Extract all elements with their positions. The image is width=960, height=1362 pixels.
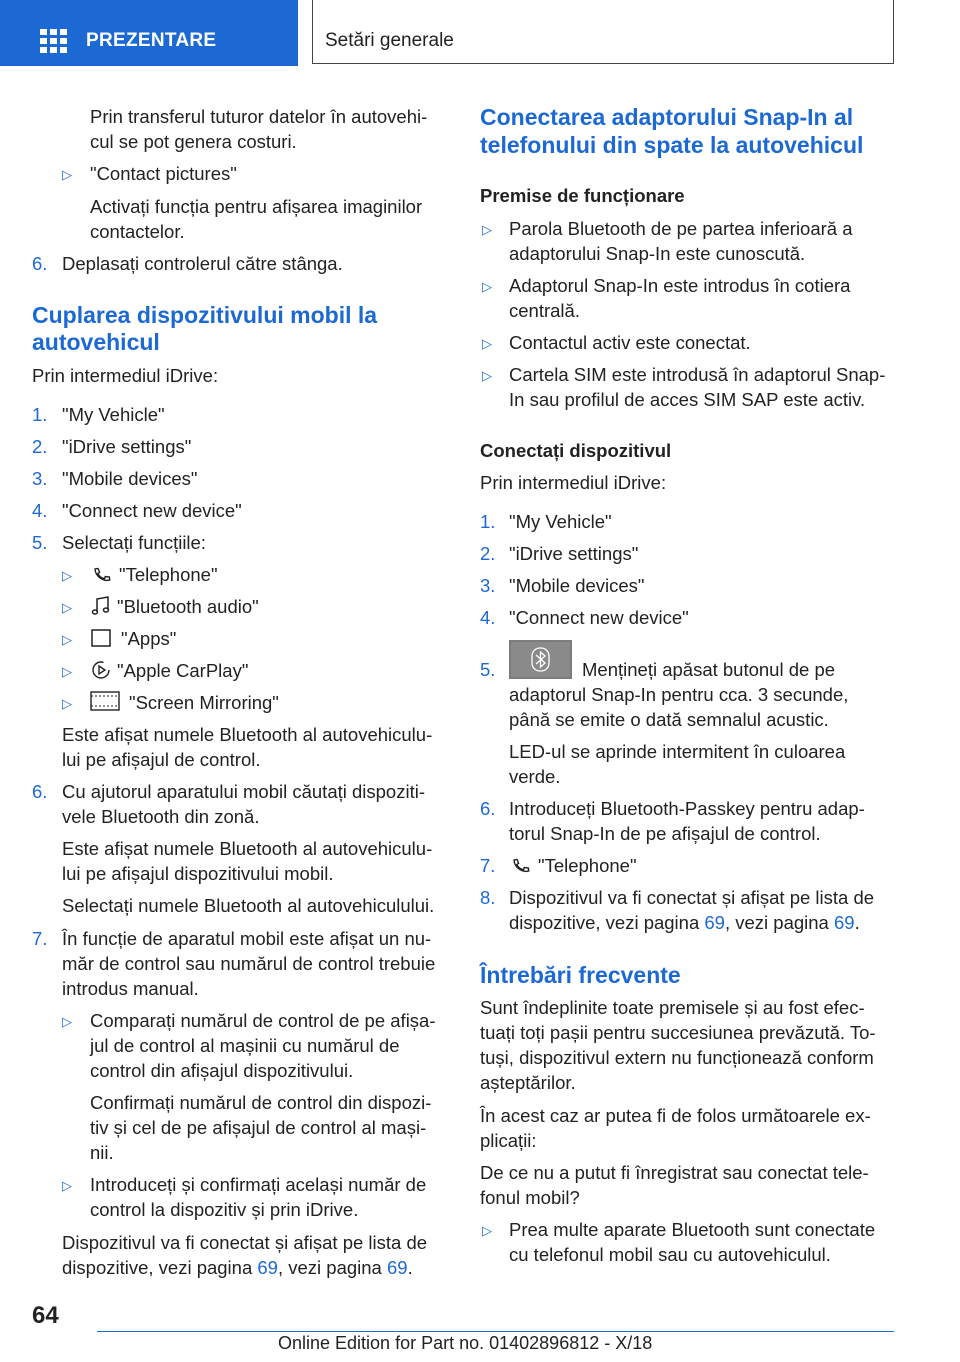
text-line: Cartela SIM este introdusă în adaptorul Snap- (509, 364, 886, 385)
section-heading: telefonului din spate la autovehicul (480, 132, 864, 158)
chapter-tab-label: PREZENTARE (86, 30, 217, 51)
text-line: plicații: (480, 1130, 537, 1151)
text-line: așteptărilor. (480, 1072, 576, 1093)
edition-text: Online Edition for Part no. 01402896812 - X/18 (278, 1333, 653, 1353)
bullet-triangle-icon: ▷ (482, 368, 492, 383)
step-number: 1. (32, 404, 48, 425)
step-text: Mențineți apăsat butonul de pe (582, 659, 836, 680)
step-text: vele Bluetooth din zonă. (62, 806, 260, 827)
section-heading: autovehicul (32, 329, 160, 355)
bullet-triangle-icon: ▷ (62, 167, 72, 182)
step-text: Cu ajutorul aparatului mobil căutați dispoziti- (62, 781, 425, 802)
function-bluetooth-audio: "Bluetooth audio" (117, 596, 259, 617)
page-link[interactable]: 69 (704, 912, 725, 933)
text-span: , vezi pagina (277, 1257, 387, 1278)
step-text: introdus manual. (62, 978, 199, 999)
function-apps: "Apps" (121, 628, 177, 649)
step-text: Introduceți Bluetooth-Passkey pentru adap- (509, 798, 865, 819)
step-text: "Mobile devices" (62, 468, 198, 489)
bullet-triangle-icon: ▷ (62, 1178, 72, 1193)
bullet-triangle-icon: ▷ (62, 600, 72, 615)
menu-item-contact-pictures: "Contact pictures" (90, 163, 237, 184)
step-text: Selectați funcțiile: (62, 532, 206, 553)
text-line: Introduceți și confirmați același număr de (90, 1174, 427, 1195)
step-number: 7. (32, 928, 48, 949)
section-tab[interactable] (312, 0, 894, 64)
step-number: 6. (480, 798, 496, 819)
step-text: "iDrive settings" (62, 436, 192, 457)
step-number: 1. (480, 511, 496, 532)
step-number: 4. (32, 500, 48, 521)
text-line: lui pe afișajul de control. (62, 749, 261, 770)
step-text: măr de control sau numărul de control trebuie (62, 953, 436, 974)
carplay-icon (90, 659, 112, 681)
text-line: Prin intermediul iDrive: (32, 365, 219, 386)
page-link[interactable]: 69 (386, 1257, 408, 1278)
text-span: . (854, 912, 860, 933)
text-line: Sunt îndeplinite toate premisele și au fost efec- (480, 997, 865, 1018)
step-number: 8. (480, 887, 496, 908)
text-span: dispozitive, vezi pagina (509, 912, 705, 933)
text-line: Prin intermediul iDrive: (480, 472, 667, 493)
function-telephone: "Telephone" (119, 564, 218, 585)
section-tab-label: Setări generale (325, 30, 454, 51)
step-number: 2. (480, 543, 496, 564)
text-line: Prin transferul tuturor datelor în autovehi- (90, 106, 428, 127)
text-line: Este afișat numele Bluetooth al autovehiculu- (62, 724, 433, 745)
phone-icon (511, 856, 531, 876)
step-text: "iDrive settings" (509, 543, 639, 564)
text-line: Activați funcția pentru afișarea imaginilor (90, 196, 423, 217)
text-line: jul de control al mașinii cu numărul de (90, 1035, 400, 1056)
text-line: tuați toți pașii pentru succesiunea prevăzută. To- (480, 1022, 876, 1043)
page-link[interactable]: 69 (257, 1257, 278, 1278)
step-text: adaptorul Snap-In pentru cca. 3 secunde, (509, 684, 849, 705)
text-line: tiv și cel de pe afișajul de control al mași- (90, 1117, 427, 1138)
step-number: 3. (32, 468, 48, 489)
step-text (509, 910, 860, 935)
text-line: verde. (509, 766, 561, 787)
text-line: adaptorului Snap-In este cunoscută. (509, 243, 806, 264)
text-line: tuși, dispozitivul extern nu funcționează conform (480, 1047, 874, 1068)
step-text: "Connect new device" (509, 607, 689, 628)
step-text: În funcție de aparatul mobil este afișat un nu- (62, 928, 432, 949)
step-number: 3. (480, 575, 496, 596)
text-line: Selectați numele Bluetooth al autovehiculului. (62, 895, 435, 916)
step-number: 6. (32, 781, 48, 802)
step-number: 5. (480, 659, 496, 680)
text-line: În acest caz ar putea fi de folos următoarele ex- (480, 1105, 871, 1126)
section-heading: Întrebări frecvente (480, 962, 681, 988)
step-number: 5. (32, 532, 48, 553)
text-line: Dispozitivul va fi conectat și afișat pe lista de (62, 1232, 428, 1253)
text-line: fonul mobil? (480, 1187, 580, 1208)
bullet-triangle-icon: ▷ (62, 1014, 72, 1029)
bullet-triangle-icon: ▷ (62, 664, 72, 679)
text-span: , vezi pagina (724, 912, 834, 933)
text-line: control din afișajul dispozitivului. (90, 1060, 354, 1081)
text-line: LED-ul se aprinde intermitent în culoarea (509, 741, 846, 762)
text-line: Este afișat numele Bluetooth al autovehiculu- (62, 838, 433, 859)
page-number: 64 (32, 1302, 59, 1329)
text-line: lui pe afișajul dispozitivului mobil. (62, 863, 334, 884)
text-line: nii. (90, 1142, 114, 1163)
text-span: . (407, 1257, 413, 1278)
step-number: 6. (32, 253, 48, 274)
bullet-triangle-icon: ▷ (62, 696, 72, 711)
screen-mirroring-icon (90, 690, 120, 712)
function-screen-mirroring: "Screen Mirroring" (129, 692, 279, 713)
text-line: Comparați numărul de control de pe afișa- (90, 1010, 436, 1031)
bullet-triangle-icon: ▷ (482, 1223, 492, 1238)
text-line: cu telefonul mobil sau cu autovehiculul. (509, 1244, 831, 1265)
step-text: până se emite o dată semnalul acustic. (509, 709, 829, 730)
text-span: dispozitive, vezi pagina (62, 1257, 258, 1278)
section-heading: Conectarea adaptorului Snap-In al (480, 104, 854, 130)
phone-icon (92, 565, 112, 585)
footer-divider (97, 1331, 894, 1332)
text-line: contactelor. (90, 221, 185, 242)
text-line: centrală. (509, 300, 580, 321)
music-note-icon (90, 595, 112, 617)
step-text: "Telephone" (538, 855, 637, 876)
text-line: In sau profilul de acces SIM SAP este activ. (509, 389, 866, 410)
chapter-tab[interactable] (0, 0, 298, 66)
step-number: 4. (480, 607, 496, 628)
step-text: "My Vehicle" (62, 404, 165, 425)
bullet-triangle-icon: ▷ (482, 222, 492, 237)
bullet-triangle-icon: ▷ (482, 279, 492, 294)
bullet-triangle-icon: ▷ (62, 568, 72, 583)
step-number: 7. (480, 855, 496, 876)
step-text: torul Snap-In de pe afișajul de control. (509, 823, 821, 844)
text-line: Adaptorul Snap-In este introdus în cotiera (509, 275, 851, 296)
subheading: Conectați dispozitivul (480, 440, 672, 461)
function-apple-carplay: "Apple CarPlay" (117, 660, 249, 681)
bullet-triangle-icon: ▷ (482, 336, 492, 351)
step-text: "My Vehicle" (509, 511, 612, 532)
text-line: Confirmați numărul de control din dispozi- (90, 1092, 432, 1113)
bluetooth-button-icon (509, 640, 572, 679)
grid-menu-icon (40, 29, 68, 53)
section-heading: Cuplarea dispozitivului mobil la (32, 302, 378, 328)
apps-icon (90, 627, 112, 649)
page-link[interactable]: 69 (833, 912, 855, 933)
step-text: Deplasați controlerul către stânga. (62, 253, 343, 274)
step-text: "Mobile devices" (509, 575, 645, 596)
subheading: Premise de funcționare (480, 185, 685, 206)
bullet-triangle-icon: ▷ (62, 632, 72, 647)
text-line: De ce nu a putut fi înregistrat sau conectat tele- (480, 1162, 869, 1183)
text-line: Parola Bluetooth de pe partea inferioară a (509, 218, 853, 239)
page-header (0, 0, 960, 66)
text-line: cul se pot genera costuri. (90, 131, 297, 152)
step-number: 2. (32, 436, 48, 457)
text-line (62, 1255, 413, 1280)
step-text: "Connect new device" (62, 500, 242, 521)
text-line: control la dispozitiv și prin iDrive. (90, 1199, 359, 1220)
text-line: Contactul activ este conectat. (509, 332, 751, 353)
text-line: Prea multe aparate Bluetooth sunt conectate (509, 1219, 876, 1240)
step-text: Dispozitivul va fi conectat și afișat pe lista de (509, 887, 875, 908)
